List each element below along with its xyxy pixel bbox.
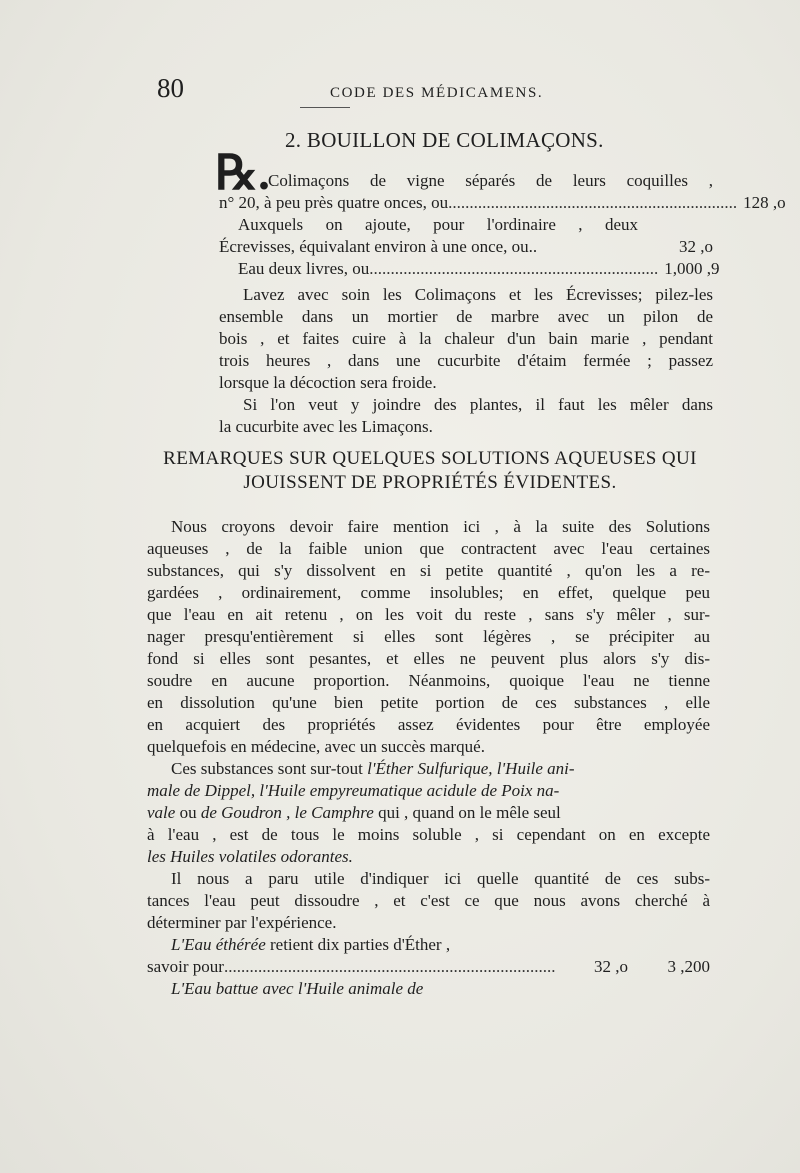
recipe-line-value: 128 ,o: [743, 193, 786, 212]
recipe-line-value: 32 ,o: [679, 237, 713, 256]
text-run: ou: [175, 803, 201, 822]
recipe-line-text: Écrevisses, équivalant environ à une once, ou..: [219, 237, 538, 256]
leader-dots: ....................................................................: [448, 193, 738, 212]
italic-run: de Goudron , le Camphre: [200, 803, 374, 822]
page-number: 80: [157, 73, 184, 103]
recipe-line: [238, 258, 720, 280]
row-value: 32 ,o: [594, 957, 628, 976]
paragraph-line: les Huiles volatiles odorantes.: [147, 847, 353, 866]
recipe-line: [219, 236, 713, 258]
paragraph-line: Nous croyons devoir faire mention ici , à la suite des Solutions: [171, 517, 710, 536]
running-head: CODE DES MÉDICAMENS.: [330, 85, 544, 101]
section-title: 2. BOUILLON DE COLIMAÇONS.: [285, 128, 604, 152]
section-heading-line: REMARQUES SUR QUELQUES SOLUTIONS AQUEUSES QUI: [163, 448, 697, 469]
paragraph-line: déterminer par l'expérience.: [147, 913, 337, 932]
paragraph-line: soudre en aucune proportion. Néanmoins, quoique l'eau ne tienne: [147, 671, 710, 690]
recipe-line: Colimaçons de vigne séparés de leurs coquilles ,: [268, 171, 713, 190]
paragraph-line: quelquefois en médecine, avec un succès marqué.: [147, 737, 485, 756]
leader-dots: ....................................................................: [369, 259, 659, 278]
paragraph-line: male de Dippel, l'Huile empyreumatique acidule de Poix na-: [147, 781, 560, 800]
table-row: [147, 956, 710, 978]
paragraph-line: ensemble dans un mortier de marbre avec un pilon de: [219, 307, 713, 326]
header-rule: [300, 107, 350, 108]
recipe-line: Auxquels on ajoute, pour l'ordinaire , deux: [238, 215, 638, 234]
italic-run: l'Éther Sulfurique, l'Huile ani-: [367, 759, 575, 778]
recipe-line-value: 1,000 ,9: [664, 259, 720, 278]
paragraph-line: aqueuses , de la faible union que contractent avec l'eau certaines: [147, 539, 710, 558]
paragraph-line: [147, 934, 710, 956]
paragraph-line: [147, 802, 710, 824]
recipe-line-text: n° 20, à peu près quatre onces, ou: [219, 193, 449, 212]
row-label: savoir pour: [147, 957, 224, 976]
paragraph-line: bois , et faites cuire à la chaleur d'un bain marie , pendant: [219, 329, 713, 348]
italic-run: vale: [147, 803, 176, 822]
paragraph-line: en acquiert des propriétés assez évidentes pour être employée: [147, 715, 710, 734]
paragraph-line: fond si elles sont pesantes, et elles ne peuvent plus alors s'y dis-: [147, 649, 710, 668]
paragraph-line: à l'eau , est de tous le moins soluble , si cependant on en excepte: [147, 825, 710, 844]
paragraph-line: Il nous a paru utile d'indiquer ici quelle quantité de ces subs-: [171, 869, 710, 888]
leader-dots: [537, 236, 617, 258]
paragraph-line: que l'eau en ait retenu , on les voit du reste , sans s'y mêler , sur-: [147, 605, 710, 624]
paragraph-line: lorsque la décoction sera froide.: [219, 373, 437, 392]
paragraph-line: gardées , ordinairement, comme insolubles; en effet, quelque peu: [147, 583, 710, 602]
row-value: 3 ,200: [667, 957, 710, 976]
italic-run: L'Eau éthérée: [171, 935, 266, 954]
paragraph-line: en dissolution qu'une bien petite portion de ces substances , elle: [147, 693, 710, 712]
paragraph-line: Lavez avec soin les Colimaçons et les Écrevisses; pilez-les: [243, 285, 713, 304]
paragraph-line: nager presqu'entièrement si elles sont légères , se précipiter au: [147, 627, 710, 646]
text-run: retient dix parties d'Éther ,: [265, 935, 451, 954]
recipe-line-text: Eau deux livres, ou: [238, 259, 370, 278]
paragraph-line: la cucurbite avec les Limaçons.: [219, 417, 433, 436]
recipe-symbol: ℞.: [215, 147, 271, 200]
text-run: Ces substances sont sur-tout: [171, 759, 368, 778]
paragraph-line: L'Eau battue avec l'Huile animale de: [171, 979, 424, 998]
paragraph-line: trois heures , dans une cucurbite d'étaim fermée ; passez: [219, 351, 713, 370]
paragraph-line: tances l'eau peut dissoudre , et c'est ce que nous avons cherché à: [147, 891, 710, 910]
paragraph-line: [147, 758, 710, 780]
paragraph-line: substances, qui s'y dissolvent en si petite quantité , qu'on les a re-: [147, 561, 710, 580]
text-run: qui , quand on le mêle seul: [373, 803, 561, 822]
recipe-line: [219, 192, 786, 214]
leader-dots: ..............................................................................: [223, 957, 556, 976]
paragraph-line: Si l'on veut y joindre des plantes, il faut les mêler dans: [243, 395, 713, 414]
section-heading-line: JOUISSENT DE PROPRIÉTÉS ÉVIDENTES.: [243, 472, 617, 493]
